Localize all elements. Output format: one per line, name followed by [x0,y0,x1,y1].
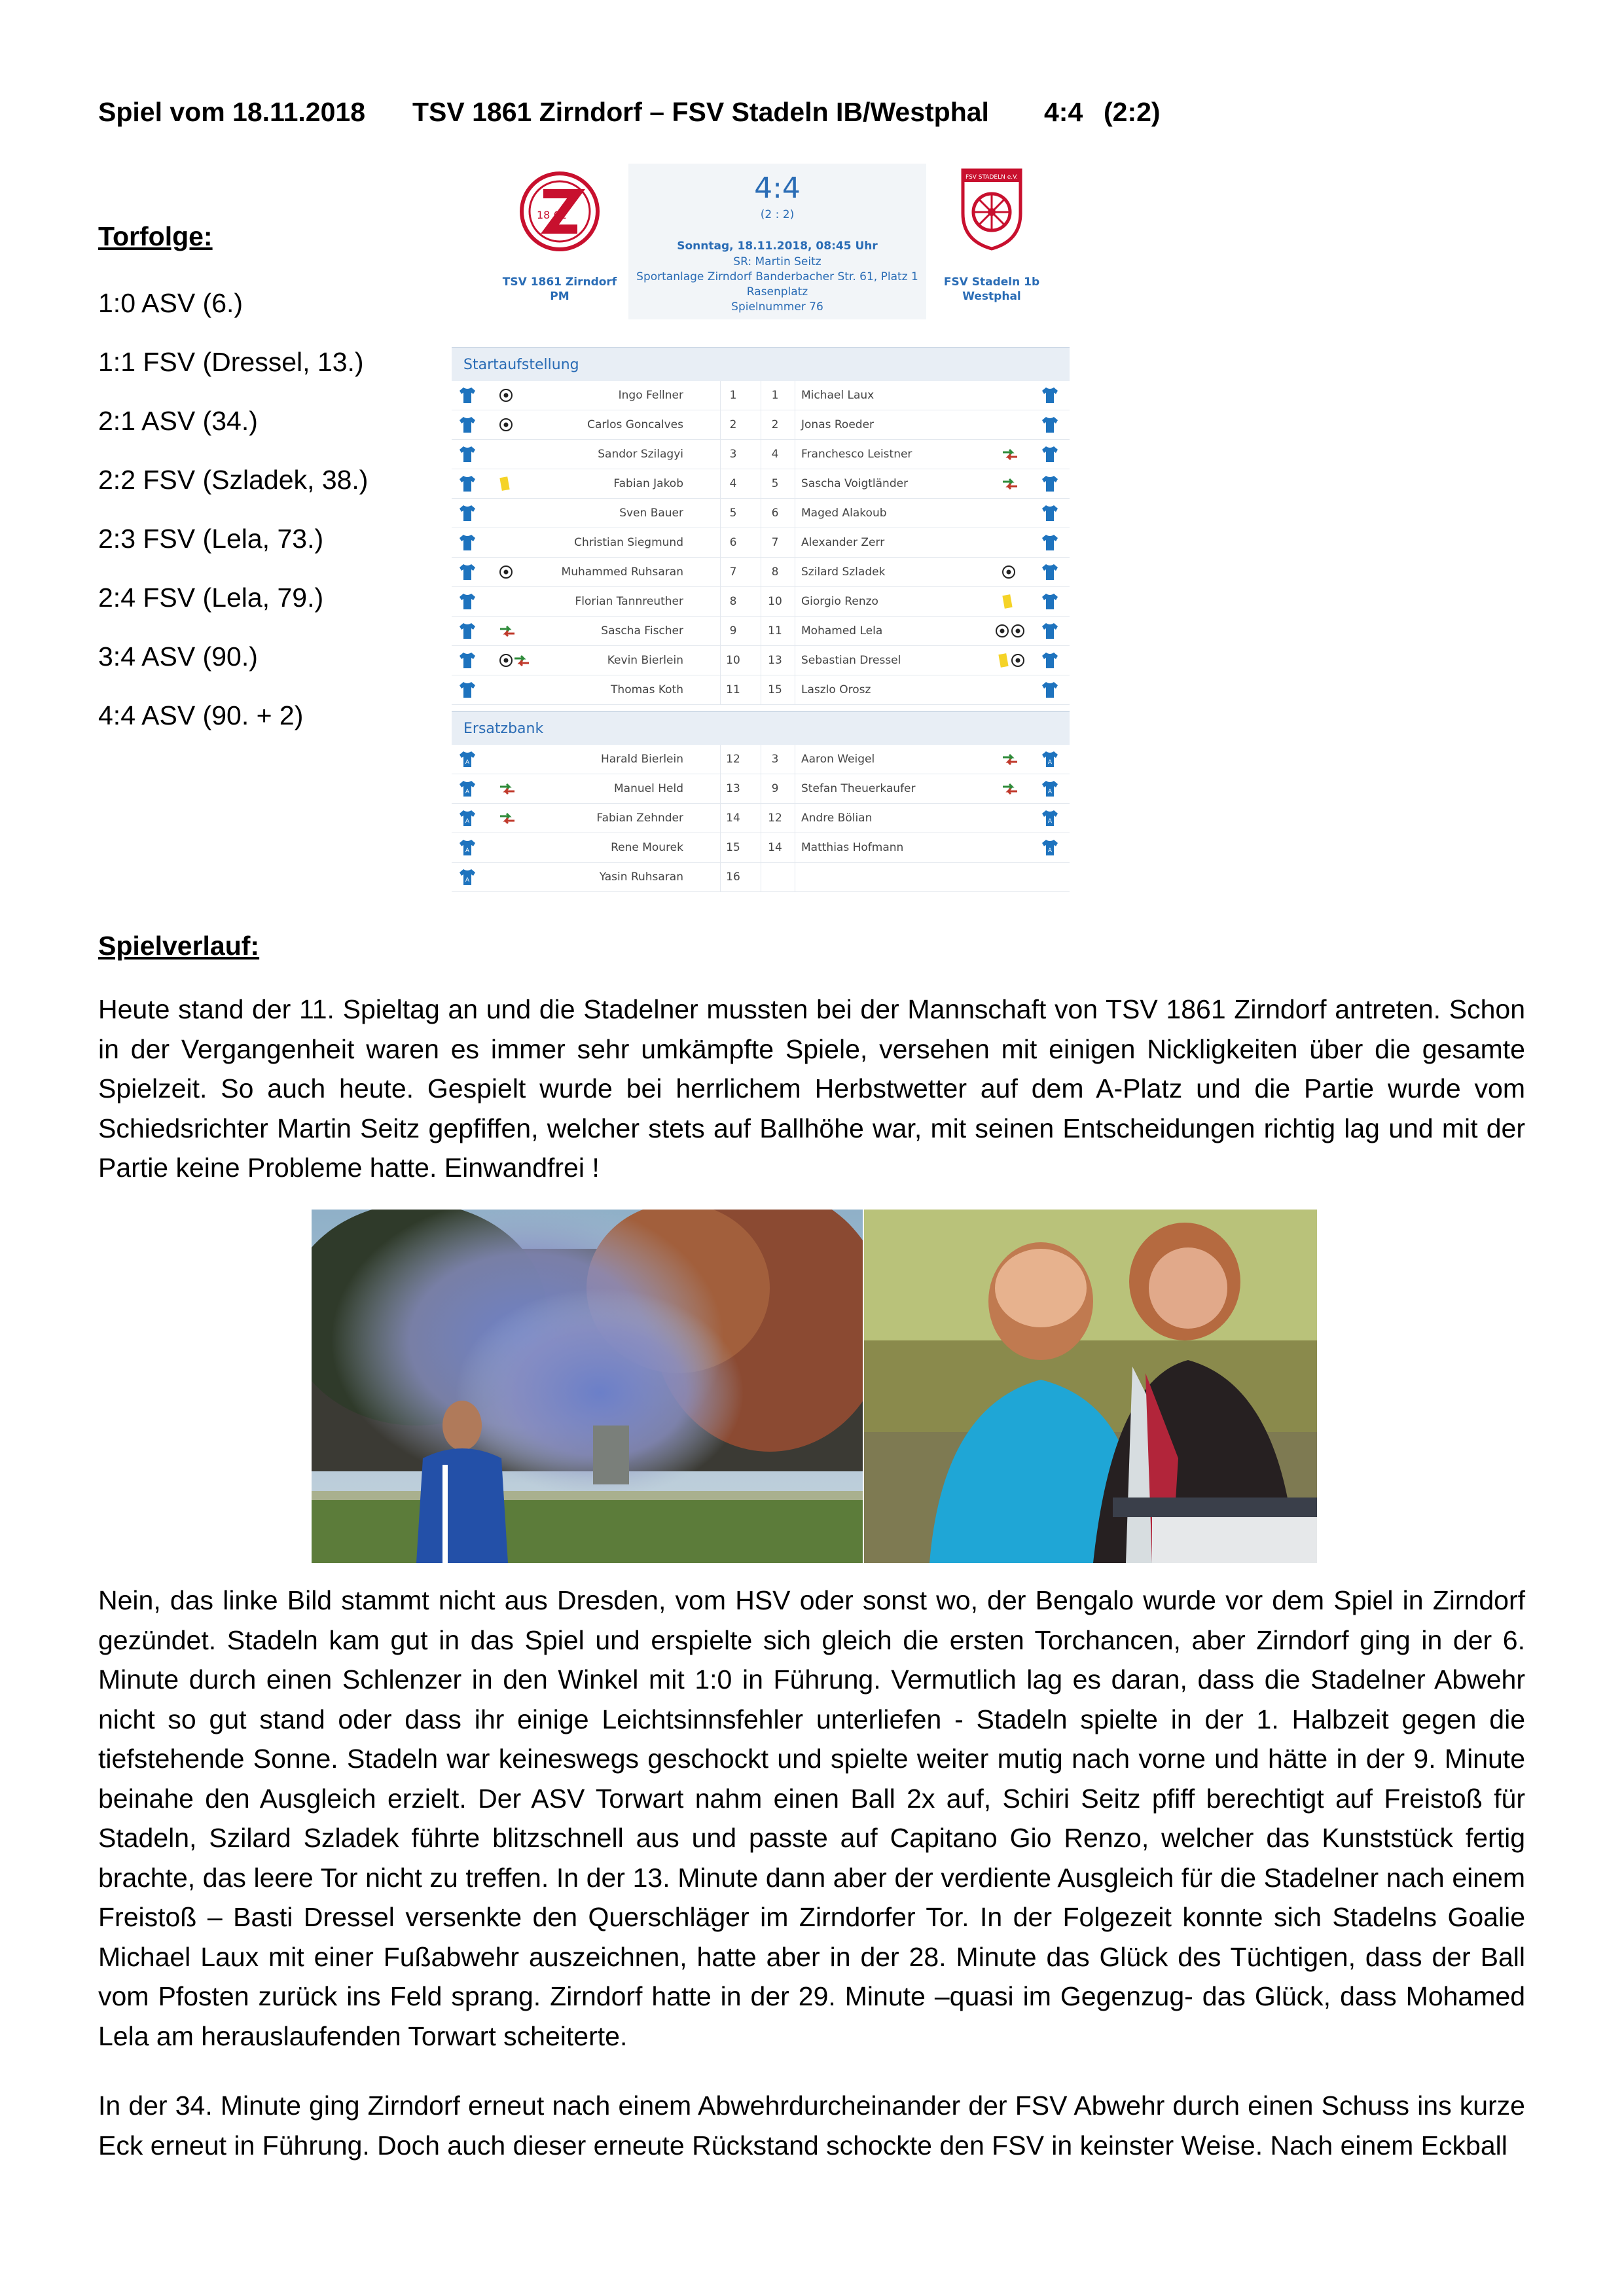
bench-row [452,804,1070,833]
away-team-name: FSV Stadeln 1b Westphal [943,276,1040,303]
goal-ball-icon [499,418,513,432]
home-player-name: Carlos Goncalves [587,418,683,431]
home-player-number: 15 [726,841,740,854]
shirt-icon [1041,534,1059,551]
home-crest-icon [517,169,602,254]
shirt-icon [458,564,477,581]
shirt-icon [458,505,477,522]
home-player-name: Kevin Bierlein [607,654,683,667]
goal-item: 2:4 FSV (Lela, 79.) [98,583,324,613]
away-player-name: Michael Laux [801,389,875,402]
home-player-name: Muhammed Ruhsaran [561,565,683,579]
home-player-number: 1 [729,389,737,402]
away-player-number: 10 [768,595,782,608]
lineup-row [452,440,1070,469]
home-player-name: Fabian Zehnder [596,812,683,825]
away-player-number: 2 [771,418,779,431]
svg-text:A: A [465,848,470,854]
svg-text:A: A [1047,789,1053,795]
yellow-card-icon [499,476,511,492]
goal-item: 4:4 ASV (90. + 2) [98,700,304,730]
match-result: 4:4 [1044,97,1083,127]
shirt-icon [458,446,477,463]
shirt-icon [1041,839,1059,856]
shirt-icon [458,475,477,492]
away-player-number: 14 [768,841,782,854]
away-player-name: Laszlo Orosz [801,683,871,696]
shirt-icon [458,780,477,797]
home-player-number: 6 [729,536,737,549]
home-player-number: 9 [729,624,737,637]
home-player-number: 2 [729,418,737,431]
home-player-name: Thomas Koth [611,683,683,696]
away-player-name: Giorgio Renzo [801,595,878,608]
home-player-number: 3 [729,448,737,461]
shirt-icon [1041,387,1059,404]
away-player-number: 8 [771,565,779,579]
surface: Rasenplatz [746,285,808,298]
shirt-icon [1041,652,1059,669]
away-player-name: Sebastian Dressel [801,654,901,667]
shirt-icon [1041,622,1059,639]
lineup-header: Startaufstellung [452,347,1070,381]
bench-header: Ersatzbank [452,711,1070,745]
shirt-icon [458,869,477,886]
home-player-number: 10 [726,654,740,667]
away-player-name: Maged Alakoub [801,507,887,520]
lineup-row [452,558,1070,587]
home-crest-text: 18 61 [537,209,567,221]
away-player-number: 3 [771,753,779,766]
bench-row [452,774,1070,804]
substitution-icon [1001,752,1019,766]
home-player-name: Sven Bauer [619,507,683,520]
substitution-icon [499,624,516,638]
shirt-icon [1041,564,1059,581]
home-player-name: Ingo Fellner [618,389,683,402]
away-player-name: Franchesco Leistner [801,448,912,461]
home-player-name: Sandor Szilagyi [598,448,683,461]
goal-ball-icon [1001,565,1016,579]
shirt-icon [458,593,477,610]
away-crest-icon [959,168,1024,251]
shirt-icon [458,810,477,827]
paragraph-2: Nein, das linke Bild stammt nicht aus Dresden, vom HSV oder sonst wo, der Bengalo wurde vor dem Spiel in Zirndorf gezündet. Stadeln kam gut in das Spiel und erspielte sich gleich die ersten Torchancen, aber Zirndorf ging in der 6. Minute durch einen Schlenzer in den Winkel mit 1:0 in Führung. Vermutlich lag es daran, dass die Stadelner Abwehr nicht so gut stand oder dass ihr einige Leichtsinnsfehler unterliefen - Stadeln spielte in der 1. Halbzeit gegen die tiefstehende Sonne. Stadeln war keineswegs geschockt und spielte weiter mutig nach vorne und hätte in der 9. Minute beinahe den Ausgleich erzielt. Der ASV Torwart nahm einen Ball 2x auf, Schiri Seitz pfiff berechtigt auf Freistoß für Stadeln, Szilard Szladek führte blitzschnell aus und passte auf Capitano Gio Renzo, welcher das Kunststück fertig brachte, das leere Tor nicht zu treffen. In der 13. Minute dann aber der verdiente Ausgleich für die Stadelner nach einem Freistoß – Basti Dressel versenkte den Querschläger im Zirndorfer Tor. In der Folgezeit konnte sich Stadelns Goalie Michael Laux mit einer Fußabwehr auszeichnen, hatte aber in der 28. Minute das Glück des Tüchtigen, dass der Ball vom Pfosten zurück ins Feld sprang. Zirndorf hatte in der 29. Minute –quasi im Gegenzug- das Glück, dass Mohamed Lela am herauslaufenden Torwart scheiterte. [98,1585,1525,2051]
home-player-name: Fabian Jakob [613,477,683,490]
home-player-name: Yasin Ruhsaran [599,870,683,884]
goal-item: 2:2 FSV (Szladek, 38.) [98,465,369,495]
home-player-name: Manuel Held [614,782,683,795]
home-player-name: Christian Siegmund [574,536,683,549]
score: 4:4 [754,171,801,205]
svg-text:A: A [1047,848,1053,854]
lineup-row [452,381,1070,410]
shirt-icon [1041,505,1059,522]
goal-ball-icon [499,565,513,579]
home-player-name: Harald Bierlein [600,753,683,766]
home-player-number: 8 [729,595,737,608]
away-player-name: Stefan Theuerkaufer [801,782,916,795]
lineup-row [452,528,1070,558]
svg-text:A: A [465,789,470,795]
goal-item: 1:0 ASV (6.) [98,288,244,318]
goal-ball-icon [499,653,513,668]
away-player-number [762,863,788,891]
substitution-icon [499,811,516,825]
svg-text:A: A [1047,818,1053,825]
substitution-icon [513,653,530,668]
substitution-icon [1001,476,1019,491]
away-player-number: 13 [768,654,782,667]
yellow-card-icon [998,653,1009,669]
substitution-icon [1001,447,1019,461]
match-teams: TSV 1861 Zirndorf – FSV Stadeln IB/Westphal [412,97,989,127]
away-player-name: Jonas Roeder [801,418,875,431]
torfolge-title: Torfolge: [98,221,213,251]
shirt-icon [1041,446,1059,463]
home-player-number: 4 [729,477,737,490]
away-player-number: 11 [768,624,782,637]
svg-text:A: A [465,877,470,884]
away-player-number: 6 [771,507,779,520]
lineup-row [452,587,1070,617]
venue: Sportanlage Zirndorf Banderbacher Str. 61, Platz 1 [636,270,918,283]
shirt-icon [1041,681,1059,698]
home-player-name: Sascha Fischer [601,624,683,637]
goal-ball-icon [1011,624,1025,638]
lineup-row [452,499,1070,528]
away-player-number: 5 [771,477,779,490]
home-player-number: 7 [729,565,737,579]
away-player-name: Alexander Zerr [801,536,885,549]
home-player-number: 12 [726,753,740,766]
away-player-name: Aaron Weigel [801,753,875,766]
away-player-number: 7 [771,536,779,549]
home-player-number: 5 [729,507,737,520]
shirt-icon [1041,810,1059,827]
away-player-number: 12 [768,812,782,825]
away-player-name: Sascha Voigtländer [801,477,909,490]
home-player-number: 13 [726,782,740,795]
away-crest-text: FSV STADELN e.V. [965,174,1018,181]
paragraph-3: In der 34. Minute ging Zirndorf erneut nach einem Abwehrdurcheinander der FSV Abwehr durch einen Schuss ins kurze Eck erneut in Führung. Doch auch dieser erneute Rückstand schockte den FSV in keinster Weise. Nach einem Eckball [98,2090,1525,2161]
referee: SR: Martin Seitz [733,255,821,268]
match-date: Spiel vom 18.11.2018 [98,97,365,127]
home-team-name: TSV 1861 Zirndorf PM [502,276,617,303]
goal-ball-icon [499,388,513,403]
home-player-number: 16 [726,870,740,884]
svg-text:A: A [465,759,470,766]
game-number: Spielnummer 76 [731,300,823,314]
home-player-name: Rene Mourek [611,841,683,854]
fans-photo [864,1210,1317,1563]
bench-row [452,745,1070,774]
svg-text:A: A [465,818,470,825]
goal-item: 2:3 FSV (Lela, 73.) [98,524,324,554]
match-halftime: (2:2) [1104,97,1161,127]
shirt-icon [458,751,477,768]
away-player-number: 4 [771,448,779,461]
shirt-icon [458,681,477,698]
bench-row [452,863,1070,892]
bengalo-photo [312,1210,863,1563]
lineup-row [452,469,1070,499]
away-player-name: Szilard Szladek [801,565,886,579]
goal-item: 3:4 ASV (90.) [98,641,258,672]
shirt-icon [1041,416,1059,433]
spielverlauf-title: Spielverlauf: [98,931,260,961]
home-player-name: Florian Tannreuther [575,595,683,608]
lineup-row [452,617,1070,646]
lineup-row [452,410,1070,440]
paragraph-1: Heute stand der 11. Spieltag an und die Stadelner mussten bei der Mannschaft von TSV 1861 Zirndorf antreten. Schon in der Vergangenheit waren es immer sehr umkämpfte Spiele, versehen mit einigen Nickligkeiten über die gesamte Spielzeit. So auch heute. Gespielt wurde bei herrlichem Herbstwetter auf dem A-Platz und die Partie wurde vom Schiedsrichter Martin Seitz gepfiffen, welcher stets auf Ballhöhe war, mit seinen Entscheidungen richtig lag und mit der Partie keine Probleme hatte. Einwandfrei ! [98,994,1525,1183]
away-player-name: Andre Bölian [801,812,873,825]
lineup-row [452,675,1070,705]
goal-ball-icon [1011,653,1025,668]
shirt-icon [458,534,477,551]
away-player-number: 1 [771,389,779,402]
away-player-number: 9 [771,782,779,795]
goal-ball-icon [995,624,1009,638]
match-widget [452,164,1070,893]
substitution-icon [499,781,516,796]
lineup-row [452,646,1070,675]
svg-text:A: A [1047,759,1053,766]
goal-item: 1:1 FSV (Dressel, 13.) [98,347,364,377]
substitution-icon [1001,781,1019,796]
bench-table [452,745,1070,892]
shirt-icon [1041,780,1059,797]
yellow-card-icon [1001,594,1013,610]
bench-row [452,833,1070,863]
score-halftime: (2 : 2) [760,208,795,221]
shirt-icon [1041,475,1059,492]
shirt-icon [458,652,477,669]
home-player-number: 14 [726,812,740,825]
score-card [628,164,926,319]
shirt-icon [1041,593,1059,610]
away-player-name: Matthias Hofmann [801,841,904,854]
goal-item: 2:1 ASV (34.) [98,406,258,436]
shirt-icon [458,839,477,856]
shirt-icon [458,622,477,639]
shirt-icon [458,416,477,433]
away-player-name: Mohamed Lela [801,624,883,637]
home-player-number: 11 [726,683,740,696]
match-datetime: Sonntag, 18.11.2018, 08:45 Uhr [677,240,878,253]
lineup-table [452,381,1070,705]
away-player-number: 15 [768,683,782,696]
shirt-icon [1041,751,1059,768]
shirt-icon [458,387,477,404]
